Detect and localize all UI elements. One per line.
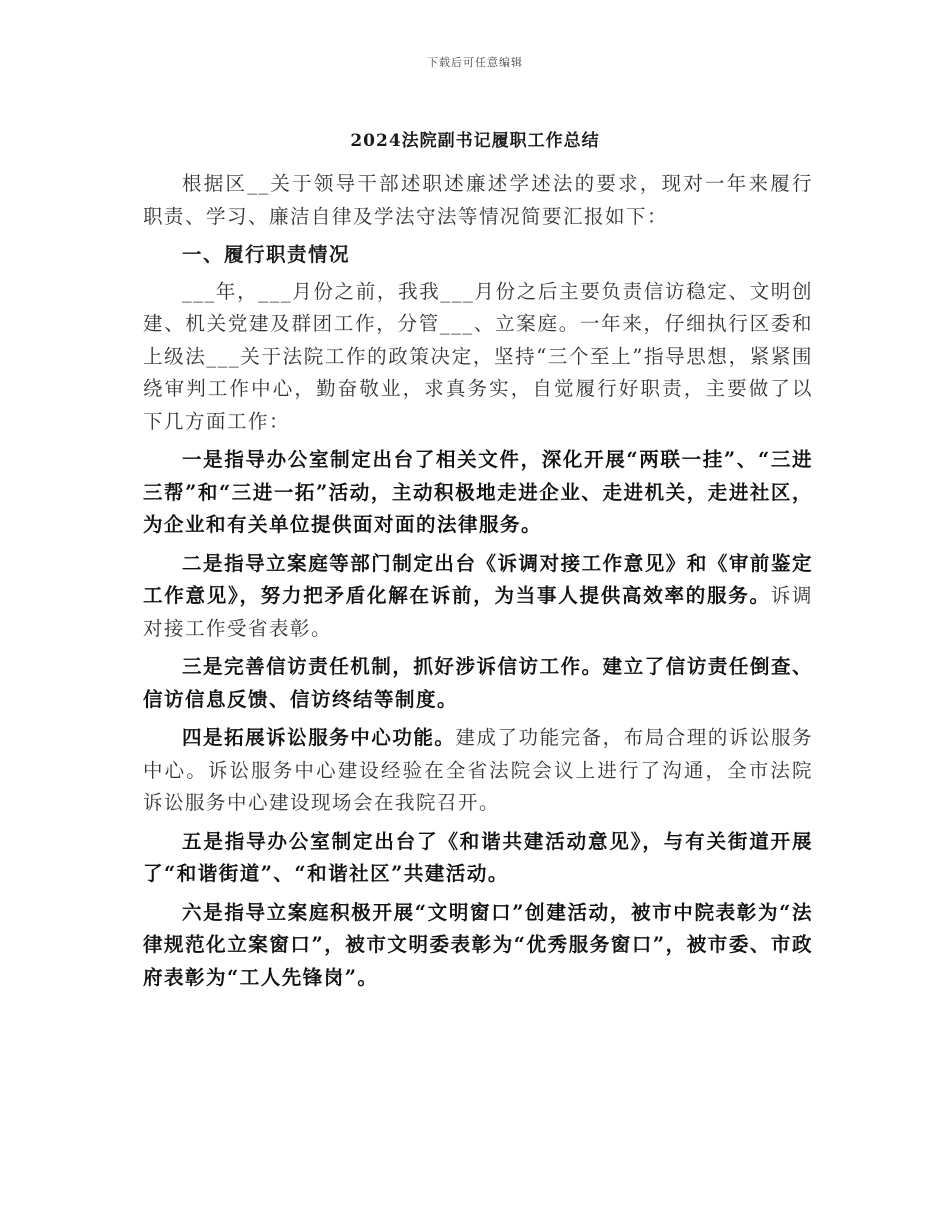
work-item-2-light: 诉调对接工作受省表彰。 <box>143 584 813 640</box>
document-body <box>143 168 813 1000</box>
work-item-6: 六是指导立案庭积极开展“文明窗口”创建活动，被市中院表彰为“法律规范化立案窗口”，被市文明委表彰为“优秀服务窗口”，被市委、市政府表彰为“工人先锋岗”。 <box>143 900 813 989</box>
work-item-3: 三是完善信访责任机制，抓好涉诉信访工作。建立了信访责任倒查、信访信息反馈、信访终结等制度。 <box>143 655 813 711</box>
work-item-2-bold: 二是指导立案庭等部门制定出台《诉调对接工作意见》和《审前鉴定工作意见》，努力把矛盾化解在诉前，为当事人提供高效率的服务。 <box>143 551 813 607</box>
intro-paragraph: 根据区__关于领导干部述职述廉述学述法的要求，现对一年来履行职责、学习、廉洁自律及学法守法等情况简要汇报如下： <box>143 172 813 228</box>
section-heading: 一、履行职责情况 <box>182 243 351 266</box>
work-item-5: 五是指导办公室制定出台了《和谐共建活动意见》，与有关街道开展了“和谐街道”、“和谐社区”共建活动。 <box>143 829 813 885</box>
work-item-4-light: 建成了功能完备，布局合理的诉讼服务中心。诉讼服务中心建设经验在全省法院会议上进行了沟通，全市法院诉讼服务中心建设现场会在我院召开。 <box>143 726 813 814</box>
work-item-4-bold: 四是拓展诉讼服务中心功能。 <box>182 726 456 749</box>
work-item-4 <box>143 722 813 820</box>
work-item-2 <box>143 548 813 646</box>
document-title: 2024法院副书记履职工作总结 <box>350 131 600 151</box>
section-body-paragraph: ___年，___月份之前，我我___月份之后主要负责信访稳定、文明创建、机关党建及群团工作，分管___、立案庭。一年来，仔细执行区委和上级法___关于法院工作的政策决定，坚持“三个至上”指导思想，紧紧围绕审判工作中心，勤奋敬业，求真务实，自觉履行好职责，主要做了以下几方面工作： <box>143 279 813 433</box>
work-item-1: 一是指导办公室制定出台了相关文件，深化开展“两联一挂”、“三进三帮”和“三进一拓”活动，主动积极地走进企业、走进机关，走进社区，为企业和有关单位提供面对面的法律服务。 <box>143 448 813 536</box>
page-header: 下载后可任意编辑 <box>427 56 523 69</box>
